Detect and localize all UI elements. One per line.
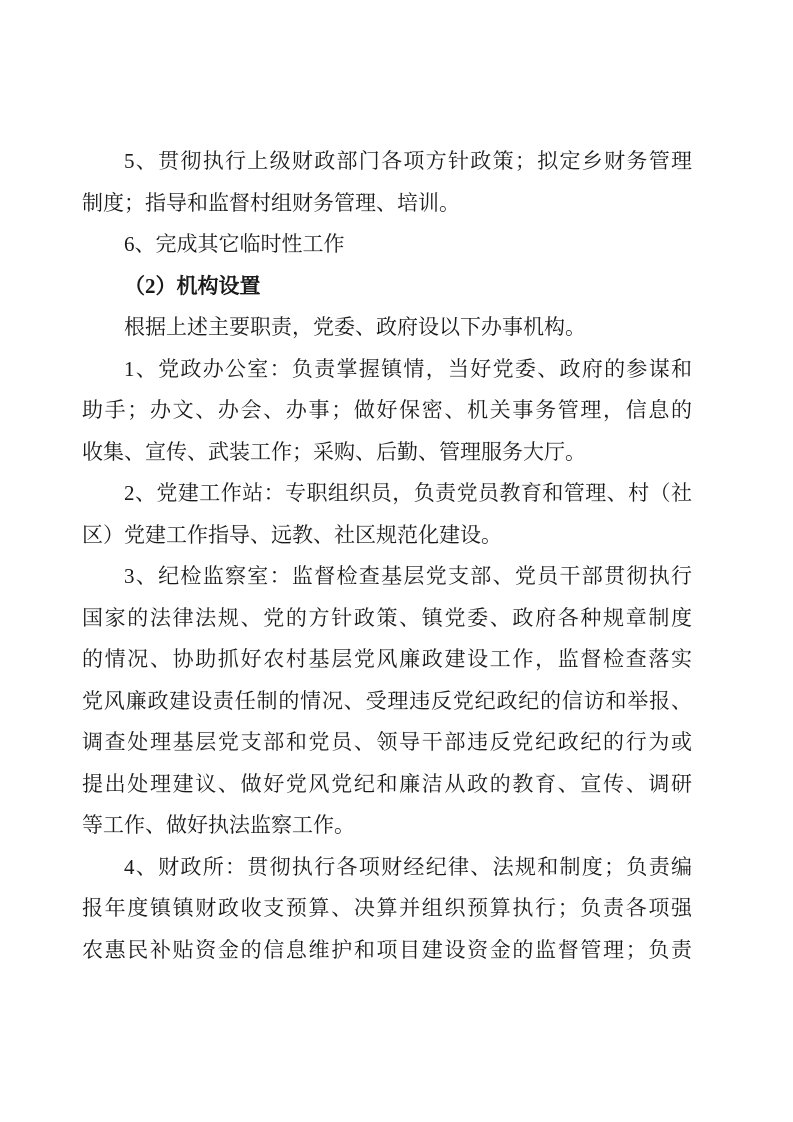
text-line: 区）党建工作指导、远教、社区规范化建设。 <box>82 522 502 547</box>
text-line: 制度；指导和监督村组财务管理、培训。 <box>82 190 460 215</box>
text-line: 等工作、做好执法监察工作。 <box>82 813 355 837</box>
text-line: 的情况、协助抓好农村基层党风廉政建设工作，监督检查落实 <box>82 647 692 671</box>
text-line: 党风廉政建设责任制的情况、受理违反党纪政纪的信访和举报、 <box>82 688 692 713</box>
text-line: 3、纪检监察室：监督检查基层党支部、党员干部贯彻执行 <box>124 564 692 588</box>
text-line: 5、贯彻执行上级财政部门各项方针政策；拟定乡财务管理 <box>124 149 692 173</box>
text-line: 助手；办文、办会、办事；做好保密、机关事务管理，信息的 <box>82 398 692 422</box>
text-line: 6、完成其它临时性工作 <box>124 232 345 256</box>
text-line: 1、党政办公室：负责掌握镇情，当好党委、政府的参谋和 <box>124 356 692 381</box>
text-line: 提出处理建议、做好党风党纪和廉洁从政的教育、宣传、调研 <box>82 771 692 796</box>
text-line: 报年度镇镇财政收支预算、决算并组织预算执行；负责各项强 <box>82 896 692 920</box>
text-line: 调查处理基层党支部和党员、领导干部违反党纪政纪的行为或 <box>82 730 692 754</box>
document-body <box>82 141 692 971</box>
text-line: 农惠民补贴资金的信息维护和项目建设资金的监督管理；负责 <box>82 937 692 962</box>
text-line: 2、党建工作站：专职组织员，负责党员教育和管理、村（社 <box>124 481 692 505</box>
text-line: 4、财政所：贯彻执行各项财经纪律、法规和制度；负责编 <box>124 854 692 879</box>
text-line: 收集、宣传、武装工作；采购、后勤、管理服务大厅。 <box>82 439 586 464</box>
section-heading: （2）机构设置 <box>124 273 261 298</box>
text-line: 根据上述主要职责，党委、政府设以下办事机构。 <box>124 315 586 339</box>
text-line: 国家的法律法规、党的方针政策、镇党委、政府各种规章制度 <box>82 605 692 630</box>
